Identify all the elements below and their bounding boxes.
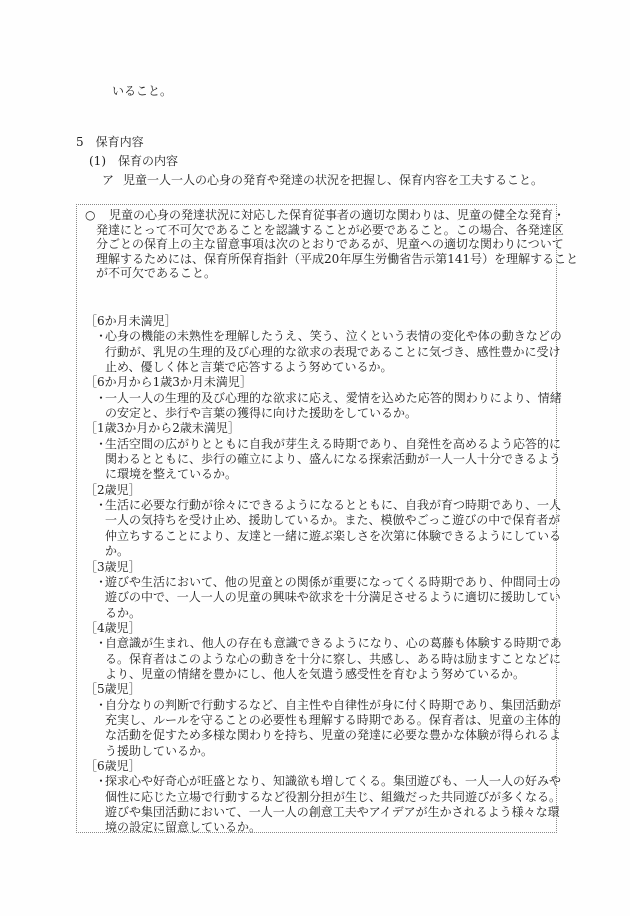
intro-line-text: 発達にとって不可欠であることを認識することが必要であること。この場合、各発達区 [96,222,564,237]
bullet-line [85,712,561,728]
bullet-icon: ・ [95,774,108,789]
bullet-line-text: 個性に応じた立場で行動するなど役割分担が生じ、組織だった共同遊びが多くなる。 [105,789,562,804]
bullet-line [85,513,561,528]
bullet-line [85,436,562,452]
section-heading [76,135,144,150]
bullet-line [85,528,562,544]
bullet-line [85,805,560,820]
bullet-line [85,820,555,835]
bullet-line [85,774,562,789]
bullet-line-text: に環境を整えているか。 [105,467,238,482]
bullet-line [85,636,562,651]
bullet-line [85,574,561,590]
item-heading [102,173,543,188]
bullet-line [85,789,562,805]
bullet-icon: ・ [95,329,108,344]
bullet-line-text: う援助しているか。 [105,743,214,758]
bullet-line-text: る。保育者はこのような心の動きを十分に察し、共感し、ある時は励ますことなどに [105,651,562,666]
bullet-line [85,606,555,621]
bullet-line [85,667,555,682]
bullet-line [85,498,562,513]
bullet-line-text: な活動を促すため多様な関わりを持ち、児童の発達に必要な豊かな体験が得られるよ [105,728,562,743]
age-section-heading: ［3歳児］ [85,559,141,574]
subsection-heading [89,154,178,169]
age-sections [85,314,562,836]
bullet-line [85,467,555,482]
age-section-heading: ［2歳児］ [85,482,141,497]
bullet-icon: ・ [95,498,108,513]
bullet-line [85,344,561,360]
age-section-heading: ［5歳児］ [85,682,141,697]
bullet-line-text: 一人の気持ちを受け止め、援助しているか。また、模倣やごっこ遊びの中で保育者が [105,513,561,528]
bullet-line-text: るか。 [105,605,142,620]
bullet-line-text: 仲立ちすることにより、友達と一緒に遊ぶ楽しさを次第に体験できるようにしている [105,528,562,543]
bullet-line-text: か。 [105,544,130,559]
bullet-line-text: 止め、優しく体と言葉で応答するよう努めているか。 [105,360,393,375]
bullet-line-text: 遊びや集団活動において、一人一人の創意工夫やアイデアが生かされるよう様々な環 [105,805,560,819]
circle-marker-icon: ○ [85,208,96,222]
bullet-line-text: 境の設定に留意しているか。 [105,820,262,835]
intro-line-text: 理解するためには、保育所保育指針（平成20年厚生労働省告示第141号）を理解すること [96,251,579,266]
bullet-icon: ・ [95,636,108,651]
bullet-line [85,728,562,743]
age-section-heading: ［4歳児］ [85,620,141,635]
bullet-line-text: 生活空間の広がりとともに自我が芽生える時期であり、自発性を高めるよう応答的に [105,436,562,451]
age-section-heading: ［6か月未満児］ [85,314,177,328]
item-text: 児童一人一人の心身の発育や発達の状況を把握し、保育内容を工夫すること。 [123,173,544,187]
bullet-line [85,329,562,344]
bullet-line [85,651,562,667]
bullet-line [85,452,562,467]
section-title: 保育内容 [95,135,144,149]
subsection-title: 保育の内容 [118,154,179,168]
bullet-line-text: より、児童の情緒を豊かにし、他人を気遣う感受性を育むよう努めているか。 [105,666,526,681]
bullet-line-text: 行動が、乳児の生理的及び心理的な欲求の表現であることに気づき、感性豊かに受け [105,344,561,359]
checklist-box [76,204,579,835]
bullet-line-text: 生活に必要な行動が徐々にできるようになるとともに、自我が育つ時期であり、一人 [105,498,562,513]
bullet-line [85,590,561,605]
subsection-number: (1) [89,154,106,168]
intro-line [85,237,564,252]
bullet-line-text: 探求心や好奇心が旺盛となり、知識欲も増してくる。集団遊びも、一人一人の好みや [105,774,562,789]
bullet-icon: ・ [95,436,108,451]
bullet-line-text: 充実し、ルールを守ることの必要性も理解する時期である。保育者は、児童の主体的 [105,712,561,727]
bullet-line-text: 心身の機能の未熟性を理解したうえ、笑う、泣くという表情の変化や体の動きなどの [105,329,562,344]
intro-line [85,222,564,238]
age-section-heading: ［1歳3か月から2歳未満児］ [85,421,240,436]
intro-line-text: 児童の心身の発達状況に対応した保育従事者の適切な関わりは、児童の健全な発育・ [109,208,566,222]
item-marker: ア [102,173,115,187]
section-number: 5 [76,135,84,149]
bullet-line [85,406,555,421]
bullet-line [85,544,555,559]
bullet-icon: ・ [95,390,108,405]
bullet-line-text: 自意識が生まれ、他人の存在も意識できるようになり、心の葛藤も体験する時期であ [105,636,562,651]
bullet-line [85,390,562,406]
intro-paragraph [85,208,579,281]
continuation-text: いること。 [112,84,173,98]
bullet-icon: ・ [95,697,108,712]
bullet-line [85,360,555,375]
bullet-line-text: 一人一人の生理的及び心理的な欲求に応え、愛情を込めた応答的関わりにより、情緒 [105,390,562,405]
age-section-heading: ［6か月から1歳3か月未満児］ [85,375,252,390]
intro-line [85,251,579,267]
bullet-line-text: 遊びの中で、一人一人の児童の興味や欲求を十分満足させるように適切に援助してい [105,590,561,605]
bullet-line-text: 遊びや生活において、他の児童との関係が重要になってくる時期であり、仲間同士の [105,574,561,589]
bullet-line-text: の安定と、歩行や言葉の獲得に向けた援助をしているか。 [105,406,418,421]
intro-line [85,208,566,223]
bullet-line-text: 関わるとともに、歩行の確立により、盛んになる探索活動が一人一人十分できるよう [105,452,562,467]
bullet-line [85,744,555,759]
bullet-icon: ・ [95,574,108,589]
intro-line [85,266,555,281]
bullet-line-text: 自分なりの判断で行動するなど、自主性や自律性が身に付く時期であり、集団活動が [105,697,562,712]
age-section-heading: ［6歳児］ [85,758,141,773]
intro-line-text: 分ごとの保育上の主な留意事項は次のとおりであるが、児童への適切な関わりについて [96,237,564,252]
intro-line-text: が不可欠であること。 [96,266,217,281]
bullet-line [85,697,562,713]
